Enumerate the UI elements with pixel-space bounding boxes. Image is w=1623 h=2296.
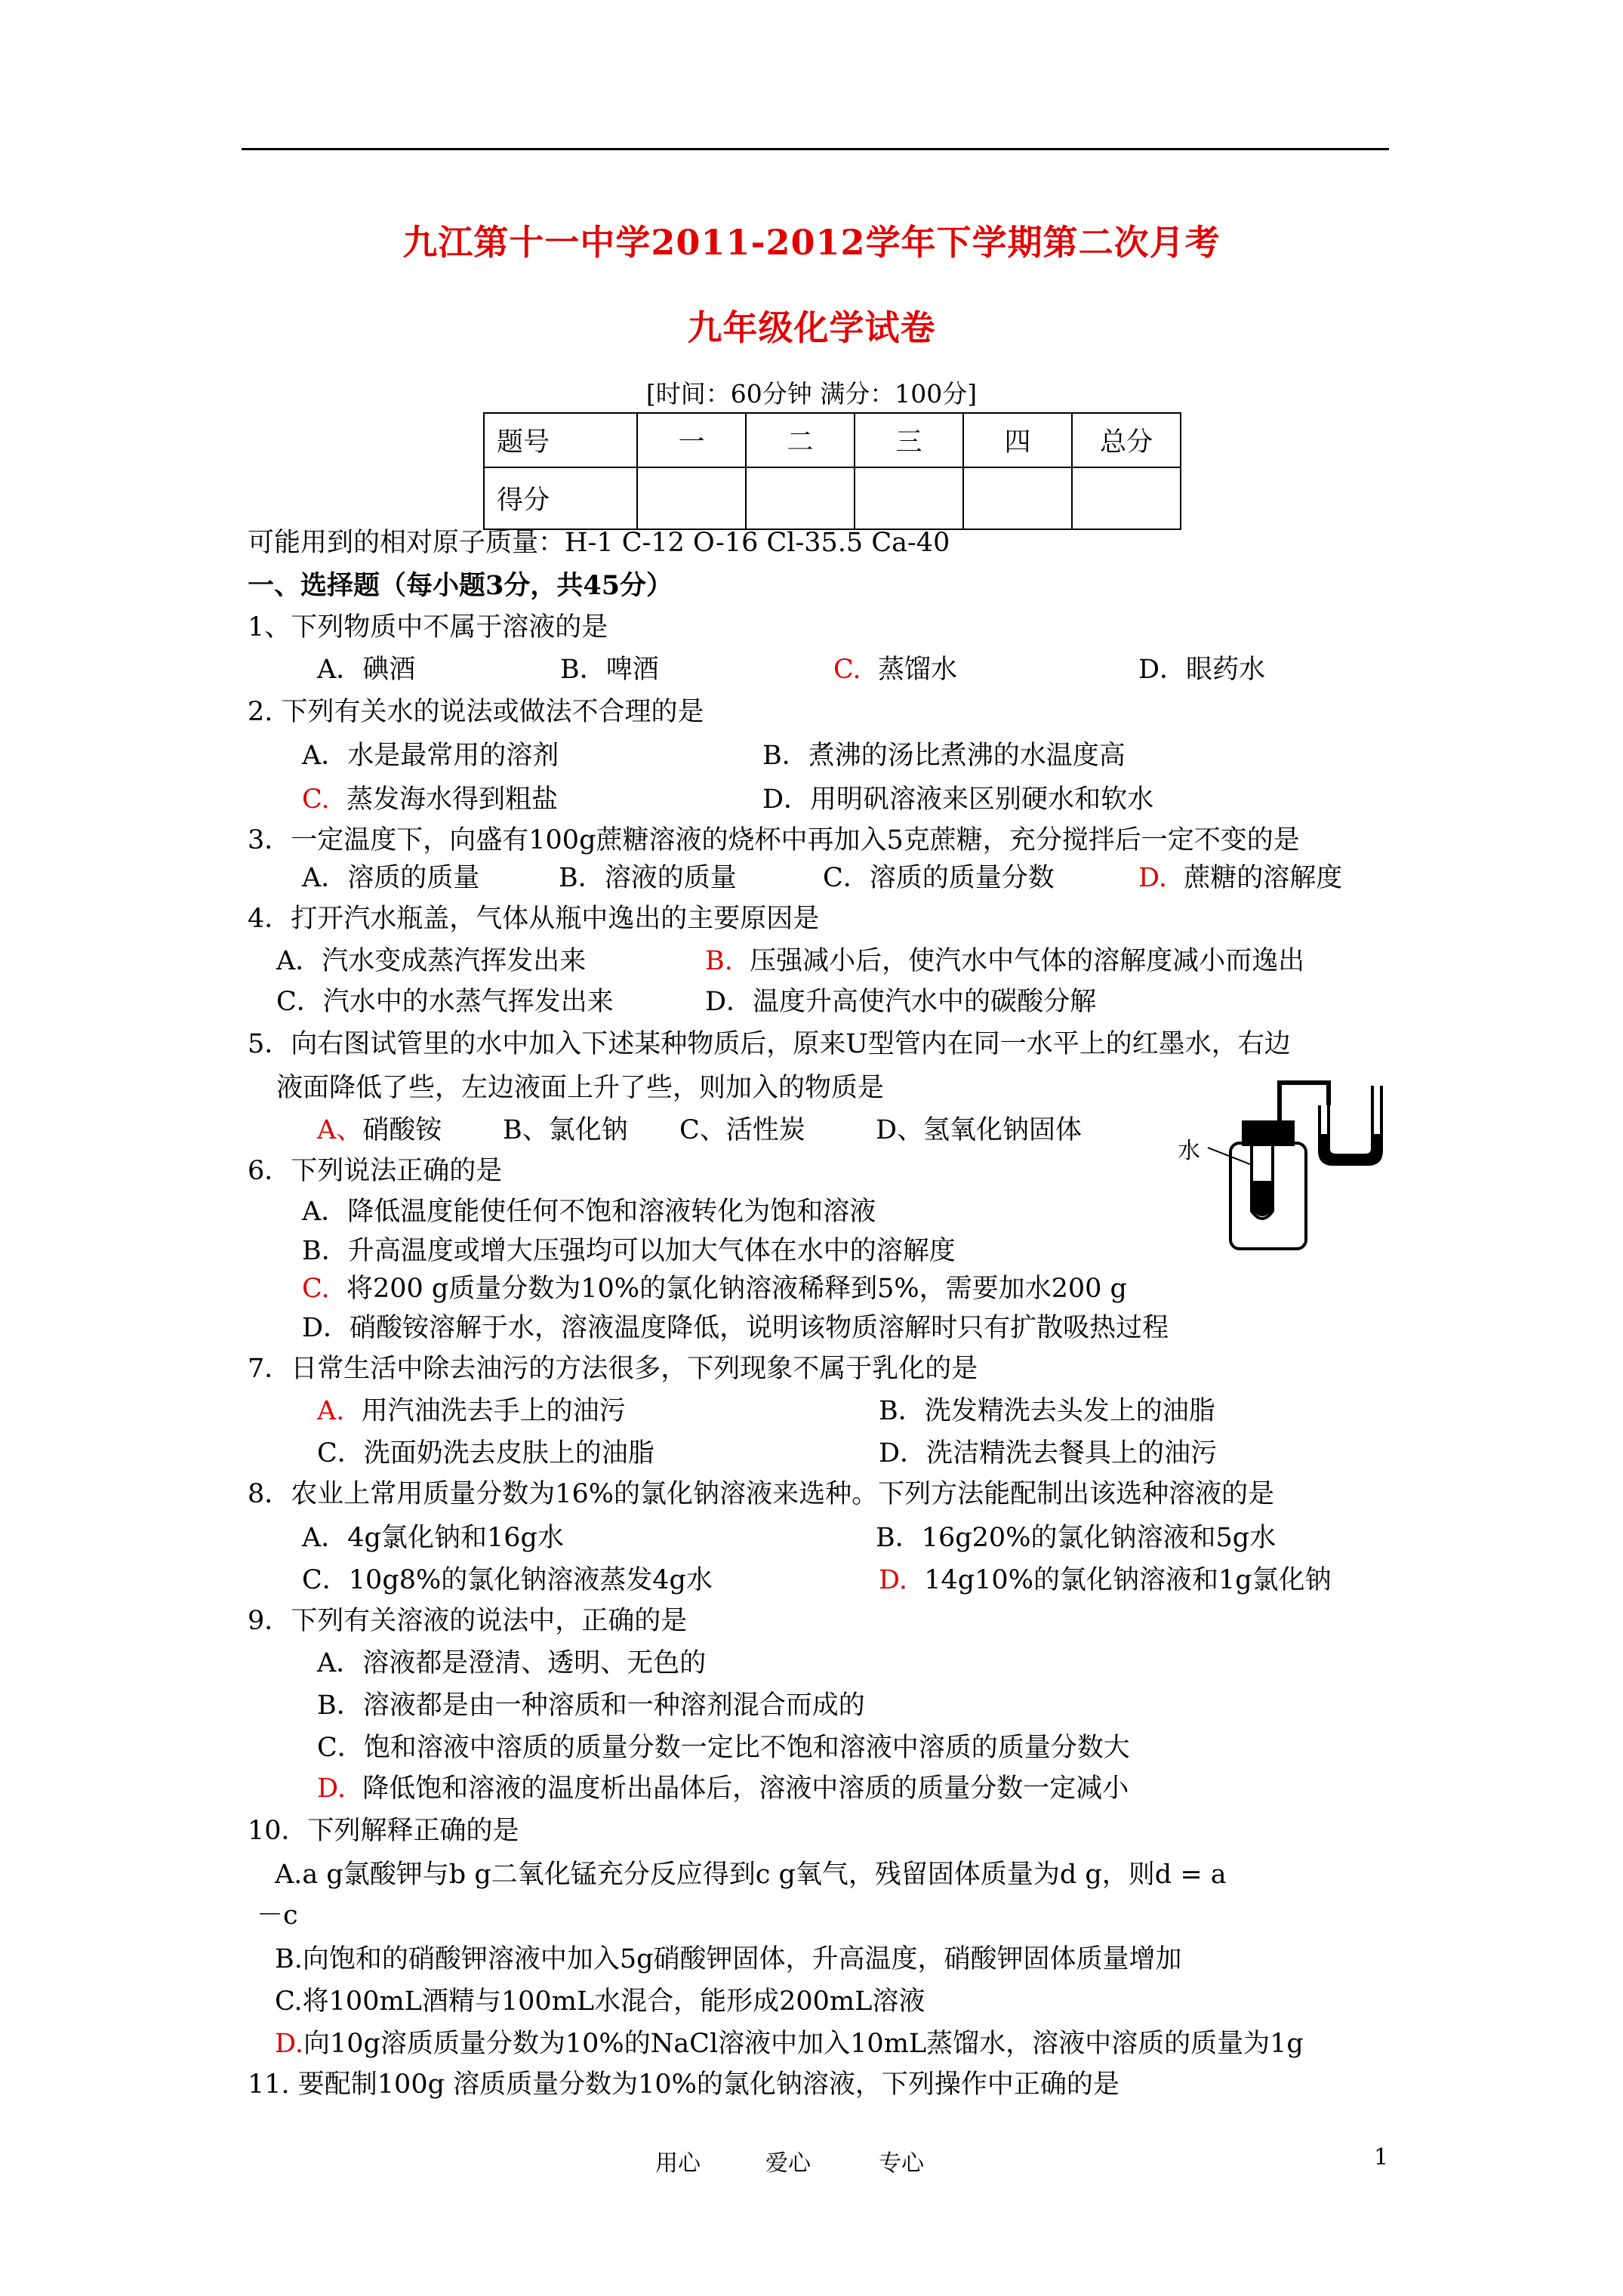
exam-subtitle: 九年级化学试卷 (687, 307, 936, 348)
score-table (483, 412, 1181, 530)
option-a-cont: －c (257, 1900, 298, 1931)
question-stem: 9．下列有关溶液的说法中，正确的是 (248, 1606, 688, 1636)
option-c: C.将100mL酒精与100mL水混合，能形成200mL溶液 (275, 1986, 925, 2017)
answer-letter: B. (705, 946, 733, 976)
answer-letter: C. (302, 784, 330, 815)
option-c: 蒸发海水得到粗盐 (346, 784, 558, 815)
question-stem-cont: 液面降低了些，左边液面上升了些，则加入的物质是 (276, 1073, 885, 1103)
score-row-label: 得分 (484, 467, 637, 529)
option-a: A．水是最常用的溶剂 (302, 741, 559, 771)
score-cell (1072, 467, 1181, 529)
option-a: A．溶液都是澄清、透明、无色的 (317, 1648, 707, 1678)
score-table-header-cell: 一 (637, 413, 746, 467)
option-a: 用汽油洗去手上的油污 (361, 1396, 626, 1426)
option-a: A．降低温度能使任何不饱和溶液转化为饱和溶液 (302, 1197, 876, 1227)
footer-word: 专心 (879, 2150, 924, 2177)
option-d: 蔗糖的溶解度 (1184, 863, 1343, 893)
option-c: C．溶质的质量分数 (823, 863, 1055, 893)
answer-letter: A、 (317, 1115, 363, 1145)
option-c: 将200 g质量分数为10%的氯化钠溶液稀释到5%，需要加水200 g (346, 1274, 1127, 1304)
connecting-tube (1280, 1083, 1329, 1120)
question-stem: 3．一定温度下，向盛有100g蔗糖溶液的烧杯中再加入5克蔗糖，充分搅拌后一定不变的是 (248, 825, 1300, 855)
answer-letter: D. (275, 2029, 303, 2059)
answer-letter: D. (1138, 863, 1167, 893)
option-d: D．用明矾溶液来区别硬水和软水 (762, 784, 1154, 815)
header-rule (242, 148, 1389, 150)
option-a: A．碘酒 (317, 655, 416, 685)
option-b: B．溶液都是由一种溶质和一种溶剂混合而成的 (317, 1690, 865, 1721)
score-table-header-cell: 三 (855, 413, 963, 467)
option-c: C．10g8%的氯化钠溶液蒸发4g水 (302, 1565, 713, 1595)
option-a: 硝酸铵 (362, 1115, 442, 1145)
option-d: D．硝酸铵溶解于水，溶液温度降低，说明该物质溶解时只有扩散吸热过程 (302, 1313, 1169, 1343)
option-c: C．洗面奶洗去皮肤上的油脂 (317, 1438, 654, 1469)
option-d: 向10g溶质质量分数为10%的NaCl溶液中加入10mL蒸馏水，溶液中溶质的质量为1g (303, 2029, 1304, 2059)
question-stem: 8．农业上常用质量分数为16%的氯化钠溶液来选种。下列方法能配制出该选种溶液的是 (248, 1479, 1275, 1509)
option-d: D、氢氧化钠固体 (876, 1115, 1083, 1145)
score-table-header-cell: 四 (963, 413, 1072, 467)
atomic-masses: 可能用到的相对原子质量：H-1 C-12 O-16 Cl-35.5 Ca-40 (248, 528, 950, 558)
option-a: A．汽水变成蒸汽挥发出来 (276, 946, 587, 976)
option-b: 压强减小后，使汽水中气体的溶解度减小而逸出 (750, 946, 1305, 976)
footer-word: 爱心 (765, 2150, 811, 2177)
question-stem: 6．下列说法正确的是 (248, 1156, 503, 1186)
answer-letter: D. (317, 1774, 346, 1804)
option-a: A．溶质的质量 (302, 863, 480, 893)
score-table-header-cell: 二 (746, 413, 855, 467)
question-stem: 4．打开汽水瓶盖，气体从瓶中逸出的主要原因是 (248, 904, 820, 934)
answer-letter: C. (833, 655, 861, 685)
option-b: B、氯化钠 (503, 1115, 628, 1145)
stopper-shape (1242, 1120, 1295, 1146)
score-cell (637, 467, 746, 529)
option-c: C．饱和溶液中溶质的质量分数一定比不饱和溶液中溶质的质量分数大 (317, 1733, 1130, 1763)
option-c: 蒸馏水 (877, 655, 957, 685)
option-d: D．洗洁精洗去餐具上的油污 (879, 1438, 1218, 1469)
question-stem: 2. 下列有关水的说法或做法不合理的是 (248, 697, 704, 727)
option-d: D．温度升高使汽水中的碳酸分解 (705, 987, 1097, 1017)
section-title: 一、选择题（每小题3分，共45分） (248, 570, 673, 601)
page-number: 1 (1374, 2144, 1389, 2171)
option-a: A.a g氯酸钾与b g二氧化锰充分反应得到c g氧气，残留固体质量为d g，则d = a (275, 1860, 1227, 1890)
option-b: B．啤酒 (560, 655, 659, 685)
option-b: B．溶液的质量 (559, 863, 737, 893)
option-a: A．4g氯化钠和16g水 (302, 1523, 564, 1553)
option-c: C．汽水中的水蒸气挥发出来 (276, 987, 614, 1017)
u-tube-inner (1329, 1086, 1372, 1155)
option-b: B．升高温度或增大压强均可以加大气体在水中的溶解度 (302, 1236, 956, 1266)
question-stem: 5．向右图试管里的水中加入下述某种物质后，原来U型管内在同一水平上的红墨水，右边 (248, 1029, 1291, 1059)
answer-letter: A. (317, 1396, 345, 1426)
water-label: 水 (1178, 1138, 1200, 1164)
question-stem: 11. 要配制100g 溶质质量分数为10%的氯化钠溶液，下列操作中正确的是 (248, 2069, 1119, 2100)
answer-letter: D. (879, 1565, 907, 1595)
option-d: 14g10%的氯化钠溶液和1g氯化钠 (924, 1565, 1332, 1595)
question-stem: 7．日常生活中除去油污的方法很多，下列现象不属于乳化的是 (248, 1354, 978, 1384)
score-cell (963, 467, 1072, 529)
option-c: C、活性炭 (679, 1115, 805, 1145)
exam-title: 九江第十一中学2011-2012学年下学期第二次月考 (402, 222, 1221, 263)
score-cell (855, 467, 963, 529)
option-b: B.向饱和的硝酸钾溶液中加入5g硝酸钾固体，升高温度，硝酸钾固体质量增加 (275, 1944, 1182, 1974)
option-d: 降低饱和溶液的温度析出晶体后，溶液中溶质的质量分数一定减小 (362, 1774, 1129, 1804)
question-stem: 10．下列解释正确的是 (248, 1816, 519, 1846)
score-table-header-cell: 题号 (484, 413, 637, 467)
water-in-tube (1253, 1181, 1271, 1216)
option-d: D．眼药水 (1138, 655, 1266, 685)
answer-letter: C. (302, 1274, 330, 1304)
option-b: B．洗发精洗去头发上的油脂 (879, 1396, 1215, 1426)
footer-word: 用心 (655, 2150, 701, 2177)
exam-meta: [时间：60分钟 满分：100分] (645, 379, 978, 408)
option-b: B．16g20%的氯化钠溶液和5g水 (876, 1523, 1277, 1553)
question-stem: 1、下列物质中不属于溶液的是 (248, 612, 608, 643)
u-tube-apparatus-diagram (1178, 1075, 1404, 1256)
score-cell (746, 467, 855, 529)
option-b: B．煮沸的汤比煮沸的水温度高 (762, 741, 1126, 771)
score-table-header-cell: 总分 (1072, 413, 1181, 467)
